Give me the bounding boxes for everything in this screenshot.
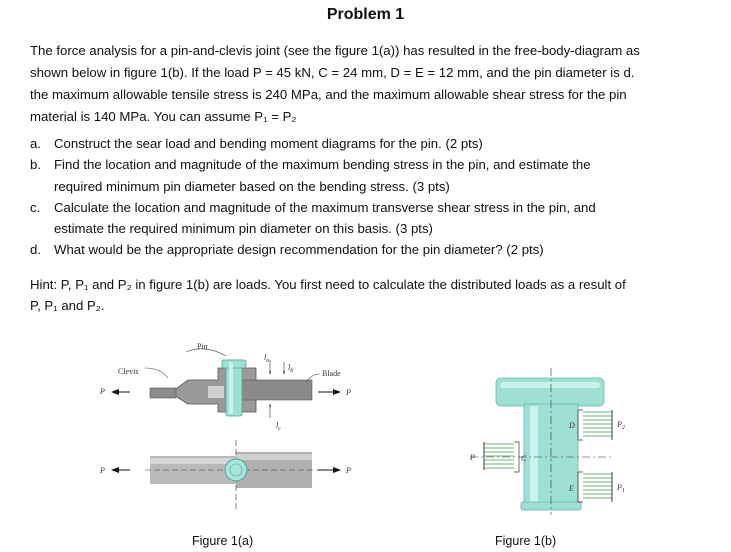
pin-label: Pin [197, 342, 208, 351]
load-label: P [346, 466, 351, 475]
load-label: P [346, 388, 351, 397]
item-text: Find the location and magnitude of the maximum bending stress in the pin, and estimate the required minimum pin diameter based on the bending stress. (3 pts) [54, 157, 591, 194]
statement-line: The force analysis for a pin-and-clevis joint (see the figure 1(a)) has resulted in the free-body-diagram as [30, 43, 640, 58]
lc-label: $l_c$ [276, 421, 281, 432]
item-label: c. [30, 199, 41, 215]
load-label: P [100, 387, 105, 396]
d-label: D [569, 421, 575, 430]
item-label: a. [30, 136, 41, 151]
hint-line: P, P₁ and P₂. [30, 298, 105, 313]
problem-title: Problem 1 [326, 6, 405, 23]
load-p-label: P [470, 453, 475, 462]
figure-1b-fbd [469, 368, 625, 515]
figure-1b-caption: Figure 1(b) [495, 534, 557, 548]
load-label: P [100, 466, 105, 475]
item-text: Calculate the location and magnitude of the maximum transverse shear stress in the pin, and estimate the required minimum pin diameter on this basis. (3 pts) [54, 199, 596, 237]
p1-label: $P_1$ [617, 483, 625, 494]
figure-1a-side-view [99, 440, 351, 510]
item-text: What would be the appropriate design recommendation for the pin diameter? (2 pts) [54, 242, 544, 258]
blade-label: Blade [322, 369, 341, 378]
statement-line: material is 140 MPa. You can assume P₁ = P₂ [30, 109, 297, 124]
statement-line: the maximum allowable tensile stress is 240 MPa, and the maximum allowable shear stress for the pin [30, 87, 627, 102]
e-label: E [569, 484, 574, 493]
c-label: C [521, 454, 527, 463]
la-label: $l_a$ [264, 353, 270, 364]
item-label: d. [30, 242, 41, 258]
p2-label: $P_2$ [617, 420, 625, 431]
figure-1a-top-view [99, 342, 351, 432]
clevis-label: Clevis [118, 367, 139, 376]
figure-1a-caption: Figure 1(a) [192, 534, 254, 548]
hint-line: Hint: P, P₁ and P₂ in figure 1(b) are loads. You first need to calculate the distributed loads as a result of [30, 277, 626, 292]
lb-label: $l_b$ [288, 363, 294, 374]
item-label: b. [30, 157, 41, 173]
item-text: Construct the sear load and bending moment diagrams for the pin. (2 pts) [54, 136, 483, 151]
statement-line: shown below in figure 1(b). If the load P = 45 kN, C = 24 mm, D = E = 12 mm, and the pin diameter is d. [30, 65, 635, 80]
